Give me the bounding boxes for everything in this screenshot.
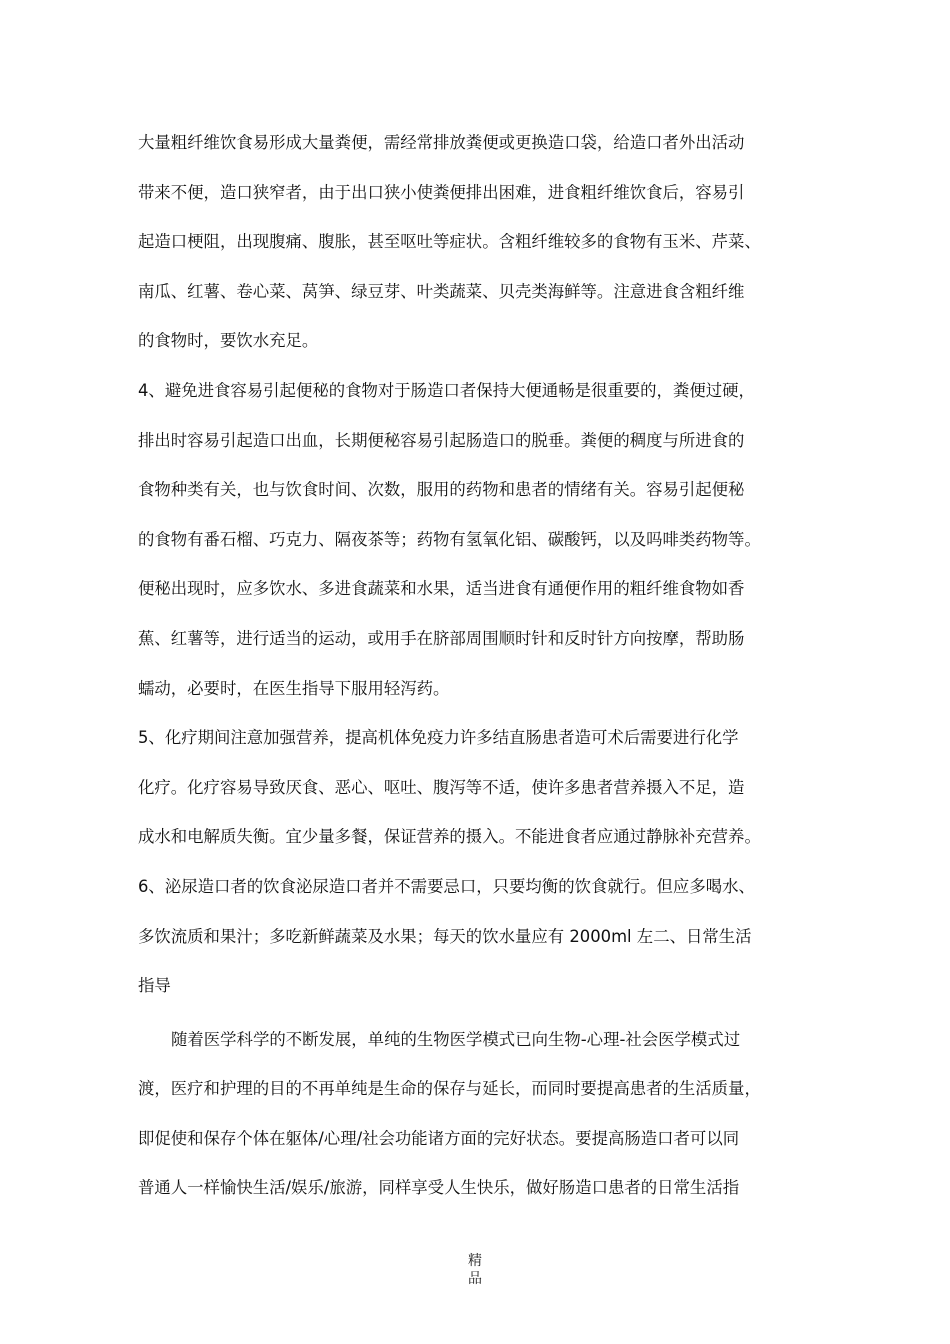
footer-char-1: 精 — [468, 1253, 482, 1269]
section-4-heading-line: 4、避免进食容易引起便秘的食物对于肠造口者保持大便通畅是很重要的，粪便过硬， — [138, 380, 755, 400]
text-line: 大量粗纤维饮食易形成大量粪便，需经常排放粪便或更换造口袋，给造口者外出活动 — [138, 133, 745, 152]
text-line: 普通人一样愉快生活/娱乐/旅游，同样享受人生快乐，做好肠造口患者的日常生活指 — [138, 1178, 740, 1198]
text-line: 成水和电解质失衡。宜少量多餐，保证营养的摄入。不能进食者应通过静脉补充营养。 — [138, 827, 761, 847]
text-line: 的食物有番石榴、巧克力、隔夜茶等；药物有氢氧化铝、碳酸钙，以及吗啡类药物等。 — [138, 529, 761, 549]
text-line: 多饮流质和果汁；多吃新鲜蔬菜及水果；每天的饮水量应有 2000ml 左二、日常生活 — [138, 926, 752, 946]
text-line: 化疗。化疗容易导致厌食、恶心、呕吐、腹泻等不适，使许多患者营养摄入不足，造 — [138, 777, 745, 797]
text-line: 便秘出现时，应多饮水、多进食蔬菜和水果，适当进食有通便作用的粗纤维食物如香 — [138, 579, 745, 599]
text-line: 指导 — [138, 976, 171, 996]
text-line: 食物种类有关，也与饮食时间、次数，服用的药物和患者的情绪有关。容易引起便秘 — [138, 480, 745, 500]
text-line: 渡，医疗和护理的目的不再单纯是生命的保存与延长，而同时要提高患者的生活质量， — [138, 1079, 761, 1099]
footer-char-2: 品 — [468, 1271, 482, 1287]
text-line: 蠕动，必要时，在医生指导下服用轻泻药。 — [138, 678, 450, 698]
section-5-heading-line: 5、化疗期间注意加强营养，提高机体免疫力许多结直肠患者造可术后需要进行化学 — [138, 728, 739, 748]
document-body — [138, 126, 838, 1221]
text-line: 排出时容易引起造口出血，长期便秘容易引起肠造口的脱垂。粪便的稠度与所进食的 — [138, 430, 745, 450]
paragraph-first-line: 随着医学科学的不断发展，单纯的生物医学模式已向生物-心理-社会医学模式过 — [171, 1029, 741, 1049]
text-line: 带来不便，造口狭窄者，由于出口狭小使粪便排出困难，进食粗纤维饮食后，容易引 — [138, 182, 745, 202]
text-line: 的食物时，要饮水充足。 — [138, 331, 319, 351]
section-6-heading-line: 6、泌尿造口者的饮食泌尿造口者并不需要忌口，只要均衡的饮食就行。但应多喝水、 — [138, 876, 755, 896]
text-line: 蕉、红薯等，进行适当的运动，或用手在脐部周围顺时针和反时针方向按摩，帮助肠 — [138, 628, 745, 648]
text-line: 南瓜、红薯、卷心菜、莴笋、绿豆芽、叶类蔬菜、贝壳类海鲜等。注意进食含粗纤维 — [138, 281, 745, 301]
text-line: 即促使和保存个体在躯体/心理/社会功能诸方面的完好状态。要提高肠造口者可以同 — [138, 1128, 740, 1148]
page-footer — [0, 1252, 950, 1288]
text-line: 起造口梗阻，出现腹痛、腹胀，甚至呕吐等症状。含粗纤维较多的食物有玉米、芹菜、 — [138, 232, 761, 252]
